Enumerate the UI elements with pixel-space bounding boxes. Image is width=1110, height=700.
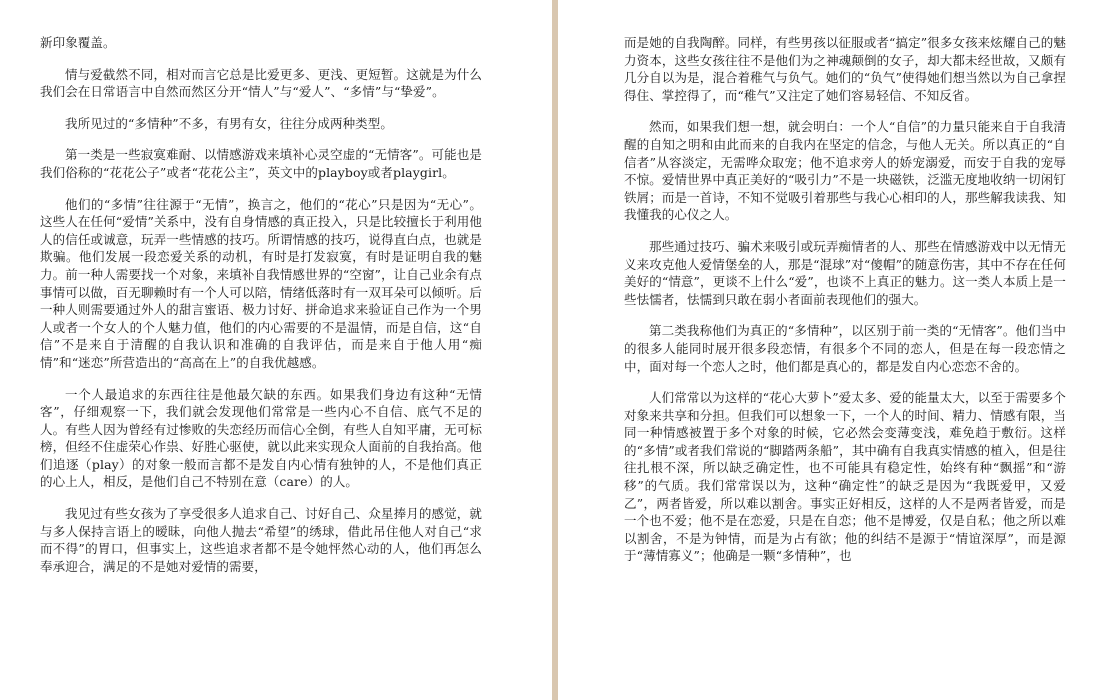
paragraph: 我所见过的“多情种”不多，有男有女，往往分成两种类型。 [65,115,393,131]
left-page [0,0,552,700]
paragraph: 情与爱截然不同，相对而言它总是比爱更多、更浅、更短暂。这就是为什么我们会在日常语言中自然而然区分开“情人”与“爱人”、“多情”与“挚爱”。 [40,66,482,100]
paragraph: 然而，如果我们想一想，就会明白：一个人“自信”的力量只能来自于自我清醒的自知之明和由此而来的自我内在坚定的信念，与他人无关。所以真正的“自信者”从容淡定，无需哗众取宠；他不追求旁人的娇宠溺爱，而安于自我的宠辱不惊。爱情世界中真正美好的“吸引力”不是一块磁铁，泛滥无度地收纳一切闲钉铁屑；而是一首诗，不知不觉吸引着那些与我心心相印的人，那些解我读我、知我懂我的心仪之人。 [624,119,1066,223]
paragraph: 一个人最追求的东西往往是他最欠缺的东西。如果我们身边有这种“无情客”，仔细观察一下，我们就会发现他们常常是一些内心不自信、底气不足的人。有些人因为曾经有过惨败的失恋经历而信心全倒，有些人自知平庸，无可标榜，但经不住虚荣心作祟、好胜心驱使，就以此来实现众人面前的自我抬高。他们追逐（play）的对象一般而言都不是发自内心情有独钟的人，不是他们真正的心上人，相反，是他们自己不特别在意（care）的人。 [40,386,482,490]
paragraph: 他们的“多情”往往源于“无情”，换言之，他们的“花心”只是因为“无心”。这些人在任何“爱情”关系中，没有自身情感的真正投入，只是比较擅长于利用他人的信任或诚意，玩弄一些情感的技巧。所谓情感的技巧，说得直白点，也就是欺骗。他们发展一段恋爱关系的动机，有时是打发寂寞，有时是证明自我的魅力。前一种人需要找一个对象，来填补自我情感世界的“空窗”，让自己业余有点事情可以做，百无聊赖时有一个人可以陪，情绪低落时有一双耳朵可以倾听。后一种人则需要通过外人的甜言蜜语、极力讨好、拼命追求来验证自己作为一个男人或者一个女人的个人魅力值，他们的内心需要的不是温情，而是自信，这“自信”不是来自于清醒的自我认识和准确的自我评估，而是来自于他人用“痴情”和“迷恋”所营造出的“高高在上”的自我优越感。 [40,196,482,370]
right-page [558,0,1110,700]
paragraph: 我见过有些女孩为了享受很多人追求自己、讨好自己、众星捧月的感觉，就与多人保持言语上的暧昧，向他人抛去“希望”的绣球，借此吊住他人对自己“求而不得”的胃口，但事实上，这些追求者都不是令她怦然心动的人，他们再怎么奉承迎合，满足的不是她对爱情的需要， [40,506,482,574]
paragraph: 第二类我称他们为真正的“多情种”，以区别于前一类的“无情客”。他们当中的很多人能同时展开很多段恋情，有很多个不同的恋人，但是在每一段恋情之中，面对每一个恋人之时，他们都是真心的，都是发自内心恋恋不舍的。 [624,323,1066,374]
paragraph: 人们常常以为这样的“花心大萝卜”爱太多、爱的能量太大，以至于需要多个对象来共享和分担。但我们可以想象一下，一个人的时间、精力、情感有限，当同一种情感被置于多个对象的时候，它必然会变薄变浅，难免趋于敷衍。这样的“多情”或者我们常说的“脚踏两条船”，其中确有自我真实情感的植入，但是往往扎根不深，所以缺乏确定性，也不可能具有稳定性，始终有种“飘摇”和“游移”的气质。我们常常误以为，这种“确定性”的缺乏是因为“我既爱甲，又爱乙”，两者皆爱，所以难以割舍。事实正好相反，这样的人不是两者皆爱，而是一个也不爱；他不是在恋爱，只是在自恋；他不是博爱，仅是自私；他之所以难以割舍，不是为钟情，而是为占有欲；他的纠结不是源于“情谊深厚”，而是源于“薄情寡义”；他确是一颗“多情种”，也 [624,390,1066,564]
paragraph: 第一类是一些寂寞难耐、以情感游戏来填补心灵空虚的“无情客”。可能也是我们俗称的“花花公子”或者“花花公主”，英文中的playboy或者playgirl。 [40,147,482,180]
paragraph: 新印象覆盖。 [40,35,116,50]
paragraph: 而是她的自我陶醉。同样，有些男孩以征服或者“搞定”很多女孩来炫耀自己的魅力资本，这些女孩往往不是他们为之神魂颠倒的女子，却大都未经世故，又颇有几分自以为是，混合着稚气与负气。她们的“负气”使得她们想当然以为自己拿捏得住、掌控得了，而“稚气”又注定了她们容易轻信、不知反省。 [624,35,1066,103]
paragraph: 那些通过技巧、骗术来吸引或玩弄痴情者的人、那些在情感游戏中以无情无义来攻克他人爱情堡垒的人，那是“混球”对“傻帽”的随意伤害，其中不存在任何美好的“情意”，更谈不上什么“爱”，也谈不上真正的魅力。这一类人本质上是一些怯懦者，怯懦到只敢在弱小者面前表现他们的强大。 [624,238,1066,307]
